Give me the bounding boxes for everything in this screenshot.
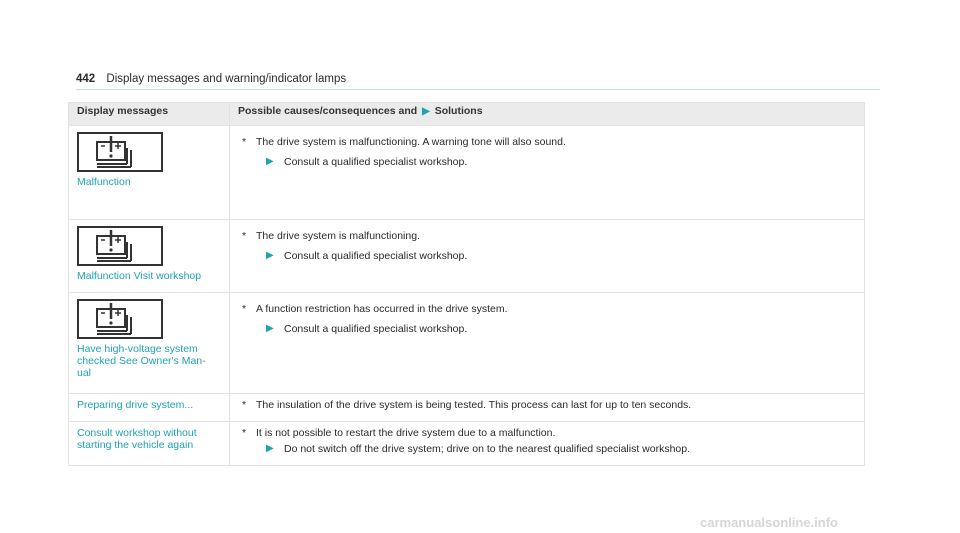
battery-warning-icon <box>77 299 163 339</box>
table-header-row <box>69 103 865 126</box>
display-message-text: Consult workshop without starting the vehicle again <box>77 427 197 451</box>
display-message-text: Have high-voltage system checked See Owner's Man- ual <box>77 343 206 379</box>
causes-cell <box>230 126 865 220</box>
col-header-causes-label: Possible causes/consequences and <box>238 105 418 117</box>
causes-cell <box>230 220 865 293</box>
display-message-cell <box>69 394 230 422</box>
cause-text: The insulation of the drive system is being tested. This process can last for up to ten seconds. <box>256 399 692 411</box>
cause-text: It is not possible to restart the drive system due to a malfunction. <box>256 427 556 439</box>
display-message-text: Malfunction Visit workshop <box>77 270 202 282</box>
solution-text: Do not switch off the drive system; drive on to the nearest qualified specialist workshop. <box>284 443 691 455</box>
display-message-cell <box>69 220 230 293</box>
triangle-right-icon: ▶ <box>266 323 274 334</box>
causes-cell <box>230 293 865 394</box>
triangle-right-icon: ▶ <box>266 443 274 454</box>
battery-warning-icon <box>77 132 163 172</box>
solution-text: Consult a qualified specialist workshop. <box>284 250 468 262</box>
causes-cell <box>230 394 865 422</box>
display-message-cell <box>69 293 230 394</box>
page-title: Display messages and warning/indicator lamps <box>106 73 347 85</box>
table-row <box>69 220 865 293</box>
triangle-right-icon: ▶ <box>266 250 274 261</box>
battery-warning-icon <box>77 226 163 266</box>
table-row <box>69 394 865 422</box>
table-row <box>69 293 865 394</box>
col-header-causes <box>230 103 865 126</box>
display-message-cell <box>69 126 230 220</box>
messages-table <box>68 102 865 466</box>
page-header <box>76 71 880 90</box>
table-row <box>69 126 865 220</box>
cause-text: The drive system is malfunctioning. <box>256 230 420 242</box>
display-message-text: Malfunction <box>77 176 131 188</box>
solution-text: Consult a qualified specialist workshop. <box>284 323 468 335</box>
triangle-right-icon: ▶ <box>266 156 274 167</box>
asterisk-icon: * <box>242 427 247 439</box>
display-message-text: Preparing drive system... <box>77 399 194 411</box>
solution-arrow-icon: ▶ <box>422 106 430 117</box>
display-message-cell <box>69 422 230 466</box>
asterisk-icon: * <box>242 230 247 242</box>
asterisk-icon: * <box>242 399 247 411</box>
cause-text: A function restriction has occurred in the drive system. <box>256 303 508 315</box>
solution-text: Consult a qualified specialist workshop. <box>284 156 468 168</box>
asterisk-icon: * <box>242 136 247 148</box>
col-header-solutions-label: Solutions <box>434 105 483 117</box>
watermark: carmanualsonline.info <box>700 515 838 530</box>
asterisk-icon: * <box>242 303 247 315</box>
page-number: 442 <box>76 73 96 85</box>
cause-text: The drive system is malfunctioning. A warning tone will also sound. <box>256 136 566 148</box>
table-row <box>69 422 865 466</box>
col-header-display-messages: Display messages <box>69 103 230 126</box>
causes-cell <box>230 422 865 466</box>
